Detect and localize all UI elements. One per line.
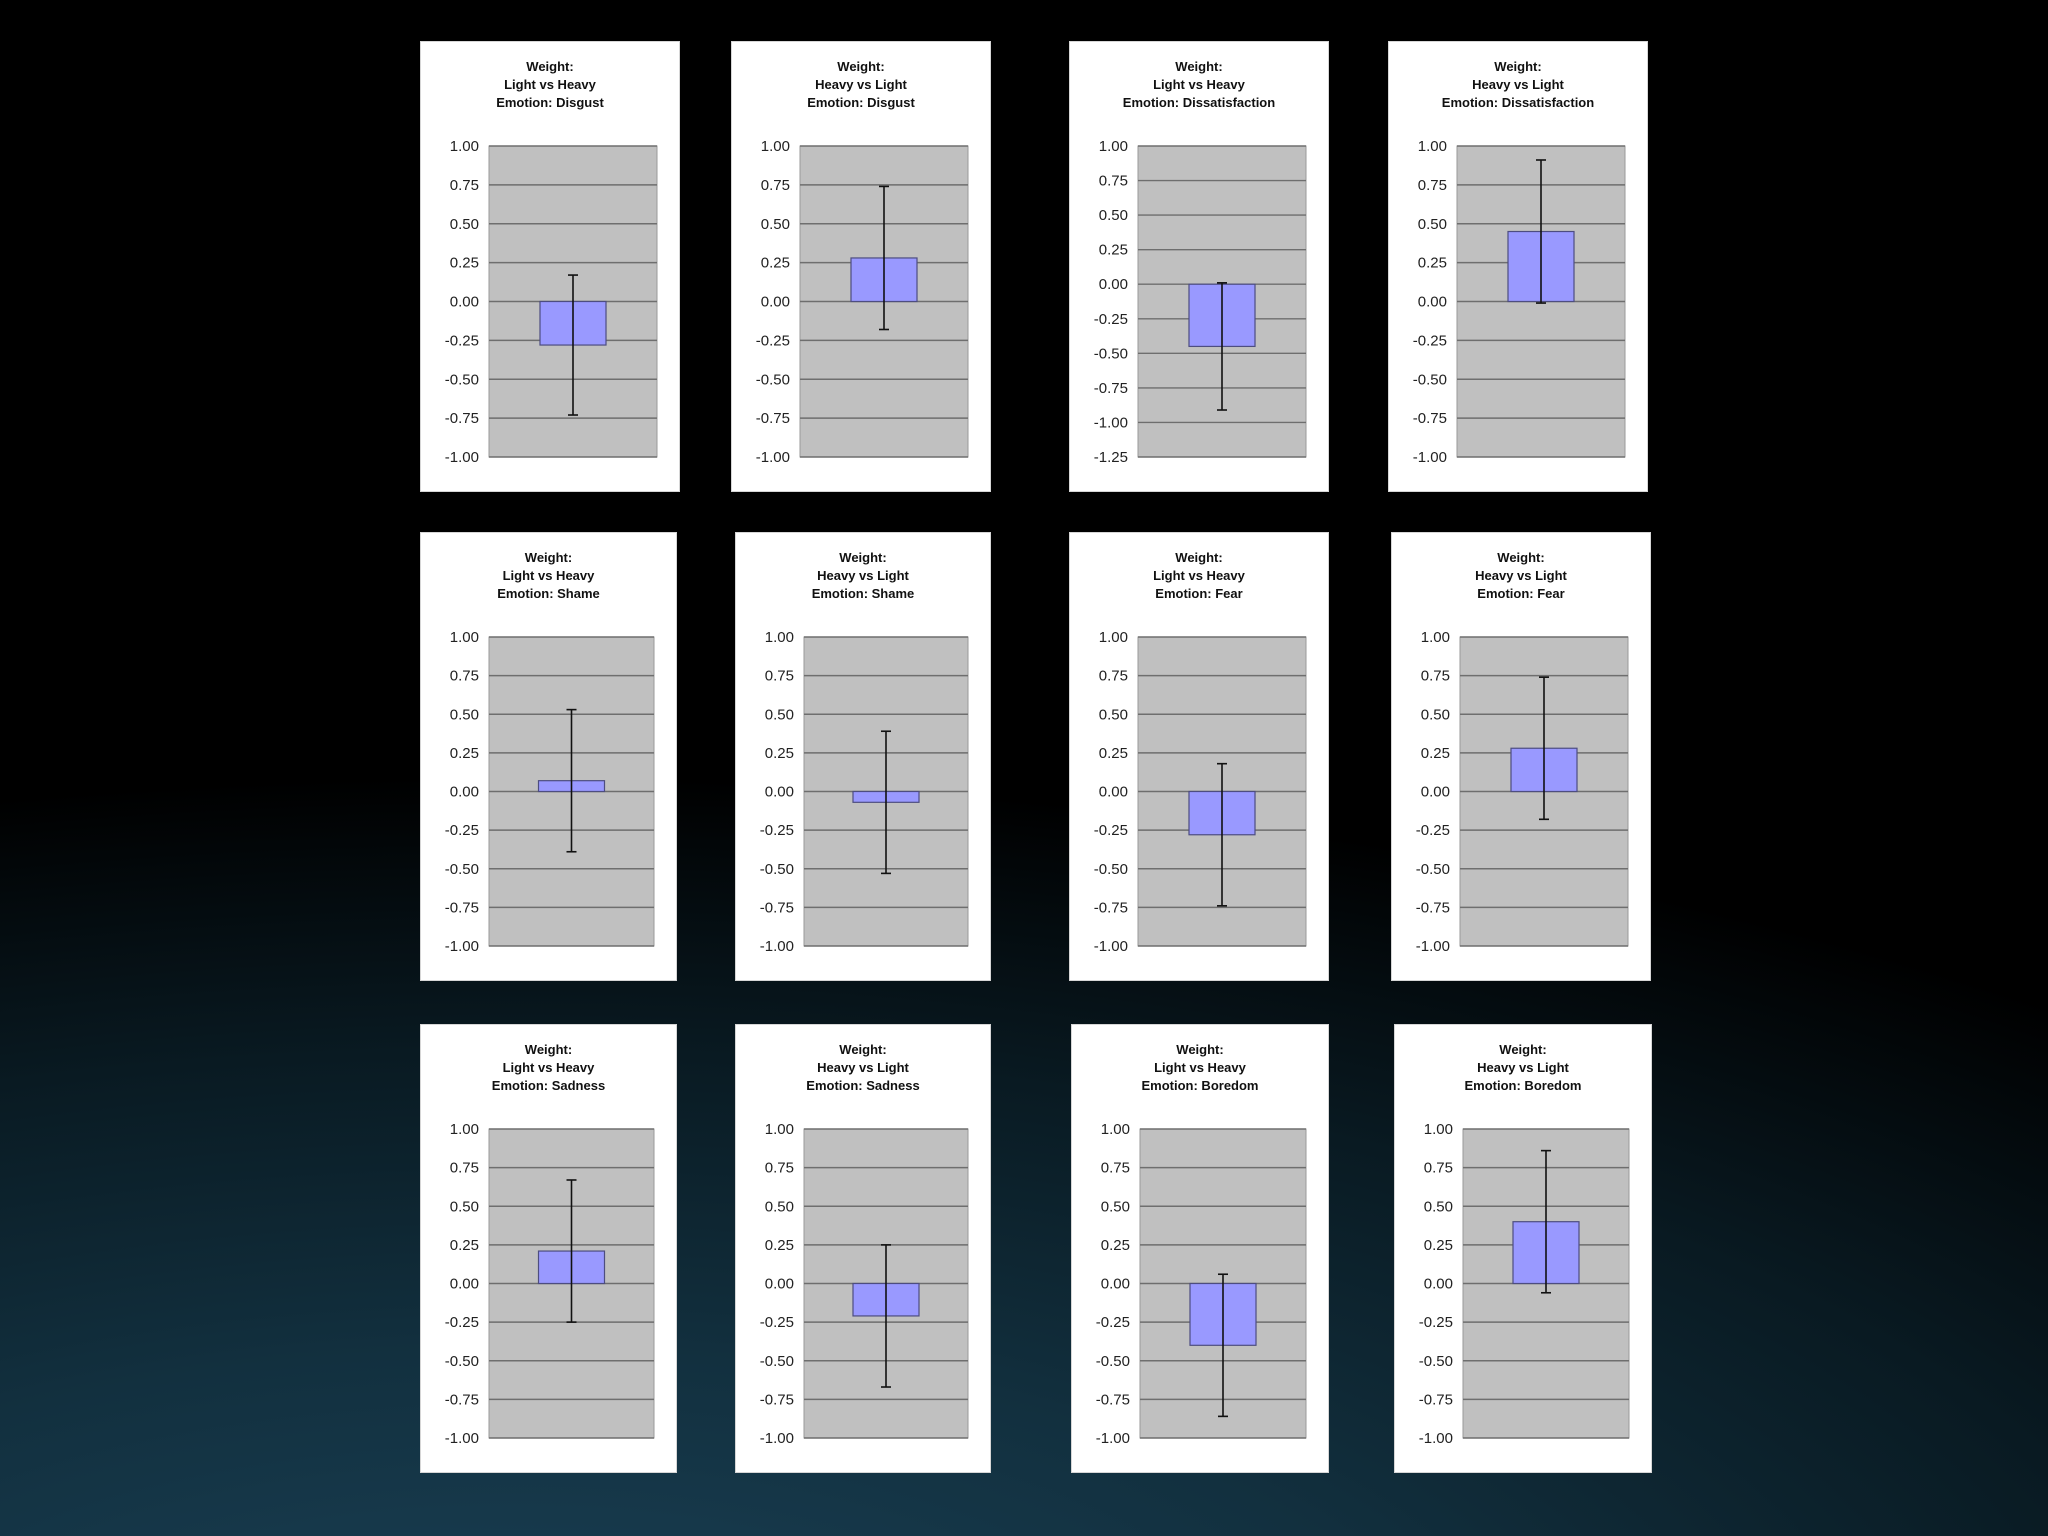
y-tick-label: 0.75 — [764, 667, 794, 685]
chart-title-line: Light vs Heavy — [1154, 1060, 1246, 1075]
y-tick-label: -1.00 — [1093, 414, 1128, 432]
y-tick-label: 0.25 — [449, 254, 479, 272]
chart-svg — [732, 42, 990, 491]
y-tick-label: 0.50 — [764, 706, 794, 724]
y-tick-label: -1.00 — [1412, 449, 1447, 466]
chart-title-line: Emotion: Sadness — [806, 1078, 920, 1093]
chart-title-line: Weight: — [1494, 59, 1542, 74]
y-tick-label: 0.75 — [1098, 172, 1128, 190]
chart-svg — [1392, 533, 1650, 980]
chart-panel — [420, 41, 680, 492]
y-tick-label: 0.50 — [449, 1198, 479, 1216]
y-tick-label: -0.75 — [444, 410, 479, 428]
y-tick-label: -1.00 — [759, 938, 794, 955]
y-tick-label: -0.50 — [444, 860, 479, 878]
y-tick-label: 0.50 — [449, 215, 479, 233]
y-tick-label: 0.25 — [449, 1236, 479, 1254]
y-tick-label: -0.75 — [759, 899, 794, 917]
y-tick-label: 0.75 — [449, 176, 479, 194]
y-tick-label: -0.50 — [1093, 860, 1128, 878]
y-tick-label: 1.00 — [449, 629, 479, 646]
y-tick-label: 0.50 — [764, 1198, 794, 1216]
chart-title-line: Heavy vs Light — [1472, 77, 1564, 92]
chart-title-line: Emotion: Dissatisfaction — [1122, 95, 1276, 110]
y-tick-label: -0.25 — [1412, 332, 1447, 350]
y-tick-label: 0.50 — [1423, 1198, 1453, 1216]
chart-title-line: Weight: — [524, 1042, 573, 1057]
y-tick-label: -1.25 — [1093, 449, 1128, 466]
y-tick-label: -0.50 — [759, 1352, 794, 1370]
y-tick-label: 0.25 — [1098, 241, 1128, 259]
y-tick-label: -0.50 — [1095, 1352, 1130, 1370]
chart-panel — [1069, 532, 1329, 981]
y-tick-label: 1.00 — [1417, 138, 1447, 155]
chart-panel — [731, 41, 991, 492]
chart-svg — [1070, 533, 1328, 980]
chart-panel — [1071, 1024, 1329, 1473]
y-tick-label: -1.00 — [755, 449, 790, 466]
y-tick-label: -0.25 — [755, 332, 790, 350]
chart-svg — [421, 533, 676, 980]
chart-title-line: Heavy vs Light — [1477, 1060, 1569, 1075]
y-tick-label: -1.00 — [759, 1430, 794, 1447]
chart-panel — [735, 532, 991, 981]
y-tick-label: 0.25 — [764, 1236, 794, 1254]
y-tick-label: 0.50 — [1098, 706, 1128, 724]
y-tick-label: 0.75 — [449, 1159, 479, 1177]
chart-svg — [1070, 42, 1328, 491]
chart-panel — [1391, 532, 1651, 981]
chart-panel — [1069, 41, 1329, 492]
chart-title-line: Emotion: Shame — [811, 586, 915, 601]
y-tick-label: 0.25 — [1098, 744, 1128, 762]
y-tick-label: 0.75 — [1423, 1159, 1453, 1177]
y-tick-label: -0.50 — [444, 1352, 479, 1370]
chart-title-line: Emotion: Sadness — [491, 1078, 606, 1093]
chart-title-line: Weight: — [1497, 550, 1545, 565]
y-tick-label: -1.00 — [1415, 938, 1450, 955]
y-tick-label: 0.00 — [1098, 783, 1128, 801]
y-tick-label: 0.50 — [449, 706, 479, 724]
y-tick-label: 1.00 — [764, 1121, 794, 1138]
y-tick-label: -0.75 — [1095, 1391, 1130, 1409]
chart-title-line: Heavy vs Light — [815, 77, 907, 92]
y-tick-label: 1.00 — [1100, 1121, 1130, 1138]
y-tick-label: 0.00 — [764, 783, 794, 801]
y-tick-label: -1.00 — [444, 449, 479, 466]
y-tick-label: 0.00 — [449, 293, 479, 311]
chart-title-line: Emotion: Fear — [1155, 586, 1243, 601]
chart-title-line: Weight: — [524, 550, 573, 565]
y-tick-label: -0.50 — [1415, 860, 1450, 878]
y-tick-label: 0.75 — [1100, 1159, 1130, 1177]
y-tick-label: -0.25 — [444, 332, 479, 350]
y-tick-label: -0.25 — [1093, 822, 1128, 840]
y-tick-label: 0.75 — [764, 1159, 794, 1177]
chart-panel — [1388, 41, 1648, 492]
y-tick-label: 0.75 — [1098, 667, 1128, 685]
chart-panel — [420, 532, 677, 981]
chart-title-line: Emotion: Boredom — [1464, 1078, 1582, 1093]
y-tick-label: 1.00 — [1098, 629, 1128, 646]
chart-svg — [421, 1025, 676, 1472]
chart-svg — [1072, 1025, 1328, 1472]
y-tick-label: 0.75 — [760, 176, 790, 194]
y-tick-label: 0.75 — [1420, 667, 1450, 685]
y-tick-label: 1.00 — [1420, 629, 1450, 646]
y-tick-label: -0.50 — [1093, 345, 1128, 363]
y-tick-label: -0.25 — [444, 822, 479, 840]
y-tick-label: 0.50 — [1100, 1198, 1130, 1216]
y-tick-label: 0.50 — [1417, 215, 1447, 233]
chart-title-line: Light vs Heavy — [1153, 77, 1245, 92]
y-tick-label: -0.50 — [444, 371, 479, 389]
y-tick-label: 0.00 — [1417, 293, 1447, 311]
y-tick-label: -0.75 — [1093, 899, 1128, 917]
y-tick-label: -1.00 — [444, 938, 479, 955]
y-tick-label: -0.25 — [1415, 822, 1450, 840]
y-tick-label: 0.25 — [1417, 254, 1447, 272]
y-tick-label: -0.75 — [759, 1391, 794, 1409]
y-tick-label: 0.25 — [760, 254, 790, 272]
chart-title-line: Heavy vs Light — [817, 1060, 909, 1075]
chart-title-line: Emotion: Boredom — [1141, 1078, 1259, 1093]
chart-title-line: Weight: — [839, 1042, 887, 1057]
y-tick-label: 0.25 — [1420, 744, 1450, 762]
chart-title-line: Weight: — [1176, 1042, 1224, 1057]
y-tick-label: 0.25 — [764, 744, 794, 762]
y-tick-label: -1.00 — [1095, 1430, 1130, 1447]
y-tick-label: -0.50 — [759, 860, 794, 878]
y-tick-label: 0.00 — [449, 1275, 479, 1293]
y-tick-label: 0.50 — [760, 215, 790, 233]
y-tick-label: 0.50 — [1098, 207, 1128, 225]
y-tick-label: -0.50 — [1418, 1352, 1453, 1370]
y-tick-label: 0.00 — [764, 1275, 794, 1293]
y-tick-label: 1.00 — [1098, 138, 1128, 155]
chart-svg — [736, 533, 990, 980]
y-tick-label: 1.00 — [449, 1121, 479, 1138]
y-tick-label: -0.75 — [1418, 1391, 1453, 1409]
chart-panel — [420, 1024, 677, 1473]
y-tick-label: -0.50 — [755, 371, 790, 389]
y-tick-label: 0.25 — [449, 744, 479, 762]
chart-title-line: Light vs Heavy — [1153, 568, 1245, 583]
y-tick-label: -0.75 — [1093, 379, 1128, 397]
chart-title-line: Light vs Heavy — [502, 1060, 595, 1075]
y-tick-label: 0.00 — [1423, 1275, 1453, 1293]
y-tick-label: -1.00 — [1093, 938, 1128, 955]
chart-title-line: Emotion: Shame — [497, 586, 600, 601]
y-tick-label: 0.00 — [1098, 276, 1128, 294]
y-tick-label: -0.75 — [444, 1391, 479, 1409]
chart-title-line: Weight: — [837, 59, 885, 74]
y-tick-label: 1.00 — [764, 629, 794, 646]
chart-title-line: Weight: — [1499, 1042, 1547, 1057]
y-tick-label: -0.75 — [444, 899, 479, 917]
y-tick-label: -0.75 — [1415, 899, 1450, 917]
chart-svg — [736, 1025, 990, 1472]
y-tick-label: 0.00 — [449, 783, 479, 801]
y-tick-label: 0.00 — [1420, 783, 1450, 801]
y-tick-label: -0.50 — [1412, 371, 1447, 389]
chart-title-line: Emotion: Dissatisfaction — [1441, 95, 1595, 110]
y-tick-label: -1.00 — [444, 1430, 479, 1447]
y-tick-label: 1.00 — [760, 138, 790, 155]
chart-title-line: Emotion: Disgust — [807, 95, 915, 110]
y-tick-label: 0.75 — [449, 667, 479, 685]
y-tick-label: 0.50 — [1420, 706, 1450, 724]
y-tick-label: -0.25 — [1095, 1314, 1130, 1332]
y-tick-label: 1.00 — [449, 138, 479, 155]
chart-title-line: Light vs Heavy — [502, 568, 595, 583]
y-tick-label: 0.25 — [1423, 1236, 1453, 1254]
y-tick-label: -0.75 — [1412, 410, 1447, 428]
y-tick-label: -0.25 — [759, 822, 794, 840]
chart-svg — [1389, 42, 1647, 491]
y-tick-label: 0.25 — [1100, 1236, 1130, 1254]
chart-panel — [1394, 1024, 1652, 1473]
y-tick-label: -0.25 — [1418, 1314, 1453, 1332]
y-tick-label: -1.00 — [1418, 1430, 1453, 1447]
chart-title-line: Emotion: Fear — [1477, 586, 1565, 601]
chart-title-line: Weight: — [839, 550, 887, 565]
chart-title-line: Heavy vs Light — [1475, 568, 1567, 583]
chart-title-line: Weight: — [526, 59, 574, 74]
y-tick-label: -0.25 — [759, 1314, 794, 1332]
y-tick-label: 0.00 — [1100, 1275, 1130, 1293]
y-tick-label: -0.75 — [755, 410, 790, 428]
chart-title-line: Heavy vs Light — [817, 568, 909, 583]
y-tick-label: -0.25 — [1093, 310, 1128, 328]
y-tick-label: 0.75 — [1417, 176, 1447, 194]
chart-panel — [735, 1024, 991, 1473]
chart-svg — [1395, 1025, 1651, 1472]
y-tick-label: 1.00 — [1423, 1121, 1453, 1138]
y-tick-label: 0.00 — [760, 293, 790, 311]
chart-title-line: Weight: — [1175, 550, 1223, 565]
chart-title-line: Weight: — [1175, 59, 1223, 74]
chart-title-line: Emotion: Disgust — [496, 95, 604, 110]
chart-svg — [421, 42, 679, 491]
y-tick-label: -0.25 — [444, 1314, 479, 1332]
chart-title-line: Light vs Heavy — [504, 77, 596, 92]
